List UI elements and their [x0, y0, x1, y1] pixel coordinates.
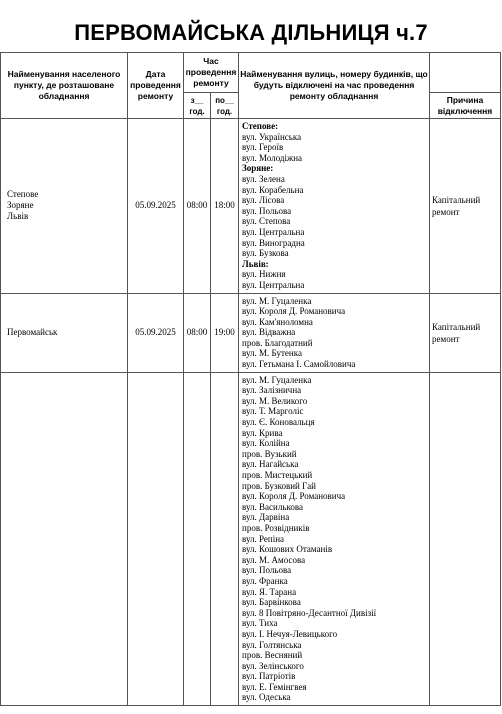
reason-cell: [430, 372, 501, 705]
date-cell: 05.09.2025: [128, 119, 184, 294]
streets-cell: [239, 293, 430, 372]
header-streets: Найменування вулиць, номеру будинків, що будуть відключені на час проведення ремонту обладнання: [239, 53, 430, 119]
time-to-cell: 19:00: [211, 293, 239, 372]
time-from-cell: 08:00: [184, 119, 211, 294]
reason-text: ремонт: [432, 206, 460, 217]
reason-cell: [430, 119, 501, 294]
street-item: вул. Франка: [242, 575, 288, 586]
header-to: по__ год.: [211, 93, 239, 119]
date-cell: [128, 372, 184, 705]
street-item: вул. Репіна: [242, 533, 285, 544]
header-from: з__ год.: [184, 93, 211, 119]
street-item: пров. Благодатний: [242, 337, 313, 348]
street-item: вул. Є. Коновальця: [242, 417, 315, 428]
reason-text: Капітальний: [432, 194, 481, 205]
street-item: вул. М. Гуцаленка: [242, 374, 312, 385]
street-item: вул. Молодіжна: [242, 152, 303, 163]
settlement-name: Степове: [7, 189, 39, 200]
street-item: вул. Кошових Отаманів: [242, 544, 333, 555]
reason-text: Капітальний: [432, 321, 481, 332]
street-item: вул. І. Нечуя-Левицького: [242, 628, 338, 639]
table-row: [1, 293, 501, 372]
settlement-group-label: Зоряне:: [242, 163, 274, 174]
street-item: вул. Героїв: [242, 142, 284, 153]
header-settlement: Найменування населеного пункту, де розташоване обладнання: [1, 53, 128, 119]
settlement-cell: [1, 372, 128, 705]
street-item: пров. Мистецький: [242, 470, 313, 480]
street-item: вул. Барвінкова: [242, 597, 301, 608]
time-from-cell: 08:00: [184, 293, 211, 372]
street-item: вул. Одеська: [242, 692, 291, 703]
outage-table: [0, 52, 501, 706]
table-row: [1, 119, 501, 294]
settlement-cell: [1, 119, 128, 294]
street-item: вул. М. Великого: [242, 395, 308, 406]
reason-cell: [430, 293, 501, 372]
page-title: ПЕРВОМАЙСЬКА ДІЛЬНИЦЯ ч.7: [74, 20, 428, 45]
settlement-group-label: Степове:: [242, 121, 279, 131]
streets-cell: [239, 119, 430, 294]
street-item: пров. Бузковий Гай: [242, 480, 316, 491]
street-item: вул. Гетьмана І. Самойловича: [242, 359, 356, 370]
settlement-name: Львів: [7, 211, 29, 222]
street-item: вул. 8 Повітряно-Десантної Дивізії: [242, 607, 377, 618]
street-item: вул. Відважна: [242, 327, 296, 338]
street-item: вул. Е. Гемінгвея: [242, 681, 307, 692]
time-from-cell: [184, 372, 211, 705]
street-item: вул. Тиха: [242, 618, 278, 629]
street-item: вул. Т. Марголіс: [242, 406, 304, 417]
street-item: вул. Бузкова: [242, 248, 289, 259]
street-item: вул. Короля Д. Романовича: [242, 306, 346, 317]
street-item: вул. Центральна: [242, 279, 305, 290]
reason-text: ремонт: [432, 333, 460, 344]
street-item: пров. Весняний: [242, 650, 303, 661]
street-item: вул. Крива: [242, 427, 283, 438]
time-to-cell: 18:00: [211, 119, 239, 294]
street-item: вул. Я. Тарана: [242, 586, 297, 597]
street-item: вул. Центральна: [242, 226, 305, 237]
table-row: [1, 372, 501, 705]
settlement-group-label: Львів:: [242, 258, 269, 269]
time-to-cell: [211, 372, 239, 705]
street-item: вул. Патріотів: [242, 671, 296, 682]
street-item: вул. Польова: [242, 205, 292, 216]
header-time: Час проведення ремонту: [184, 53, 239, 93]
street-item: вул. Польова: [242, 565, 292, 576]
street-item: вул. Дарвіна: [242, 512, 290, 523]
street-item: вул. Корабельна: [242, 184, 304, 195]
street-item: вул. Колійна: [242, 438, 290, 449]
date-cell: 05.09.2025: [128, 293, 184, 372]
street-item: пров. Розвідників: [242, 522, 310, 533]
streets-cell: [239, 372, 430, 705]
street-item: вул. Кам'яноломна: [242, 316, 313, 327]
street-item: вул. Зелена: [242, 173, 285, 184]
header-blank: [430, 53, 501, 93]
street-item: вул. М. Амосова: [242, 554, 306, 565]
street-item: пров. Вузький: [242, 448, 297, 459]
header-reason: Причина відключення: [430, 93, 501, 119]
street-item: вул. М. Гуцаленка: [242, 295, 312, 306]
settlement-name: Зоряне: [7, 200, 34, 211]
settlement-name: Первомайськ: [7, 327, 58, 338]
street-item: вул. Голтянська: [242, 639, 302, 650]
street-item: вул. Нагайська: [242, 459, 299, 470]
street-item: вул. Степова: [242, 216, 291, 227]
street-item: вул. Зелінського: [242, 660, 304, 671]
header-date: Дата проведення ремонту: [128, 53, 184, 119]
street-item: вул. М. Бутенка: [242, 348, 302, 359]
street-item: вул. Короля Д. Романовича: [242, 491, 346, 502]
settlement-cell: [1, 293, 128, 372]
street-item: вул. Василькова: [242, 501, 303, 512]
street-item: вул. Лісова: [242, 195, 285, 206]
street-item: вул. Залізнична: [242, 385, 302, 396]
street-item: вул. Українська: [242, 131, 302, 142]
street-item: вул. Виноградна: [242, 237, 305, 248]
street-item: вул. Нижня: [242, 269, 286, 280]
